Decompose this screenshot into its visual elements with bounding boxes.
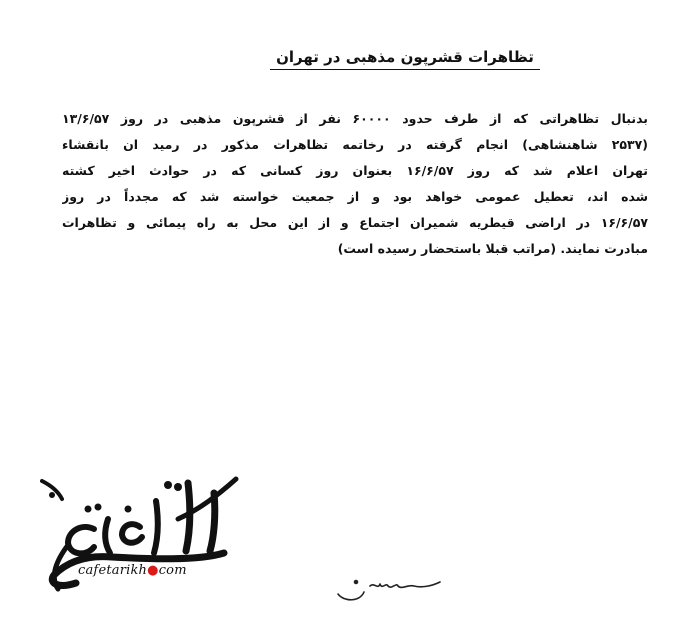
document-body [62, 106, 648, 262]
body-line-6: مبادرت نمایند. (مراتب قبلا باستحضار رسیده است) [337, 241, 648, 256]
body-line-3: تهران اعلام شد که روز ۱۶/۶/۵۷ بعنوان روز کسانی که در حوادث اخیر کشته [62, 163, 648, 178]
body-line-5: ۱۶/۶/۵۷ در اراضی قیطریه شمیران اجتماع و از این محل به راه پیمائی و تظاهرات [62, 215, 648, 230]
body-line-4: شده اند، تعطیل عمومی خواهد بود و از جمعیت خواسته شد که مجدداً در روز [62, 189, 648, 204]
body-line-1: بدنبال تظاهراتی که از طرف حدود ۶۰۰۰۰ نفر از قشرپون مذهبی در روز ۱۳/۶/۵۷ [62, 111, 648, 126]
logo-dot-icon: ● [147, 563, 159, 578]
document-title: تظاهرات قشرپون مذهبی در تهران [270, 48, 540, 70]
signature-mark [334, 572, 444, 612]
body-line-2: (۲۵۳۷ شاهنشاهی) انجام گرفته در رخاتمه تظاهرات مذکور در رمید ان بانقشاء [62, 137, 648, 152]
logo-url-text: cafetarikh●com [78, 563, 187, 578]
